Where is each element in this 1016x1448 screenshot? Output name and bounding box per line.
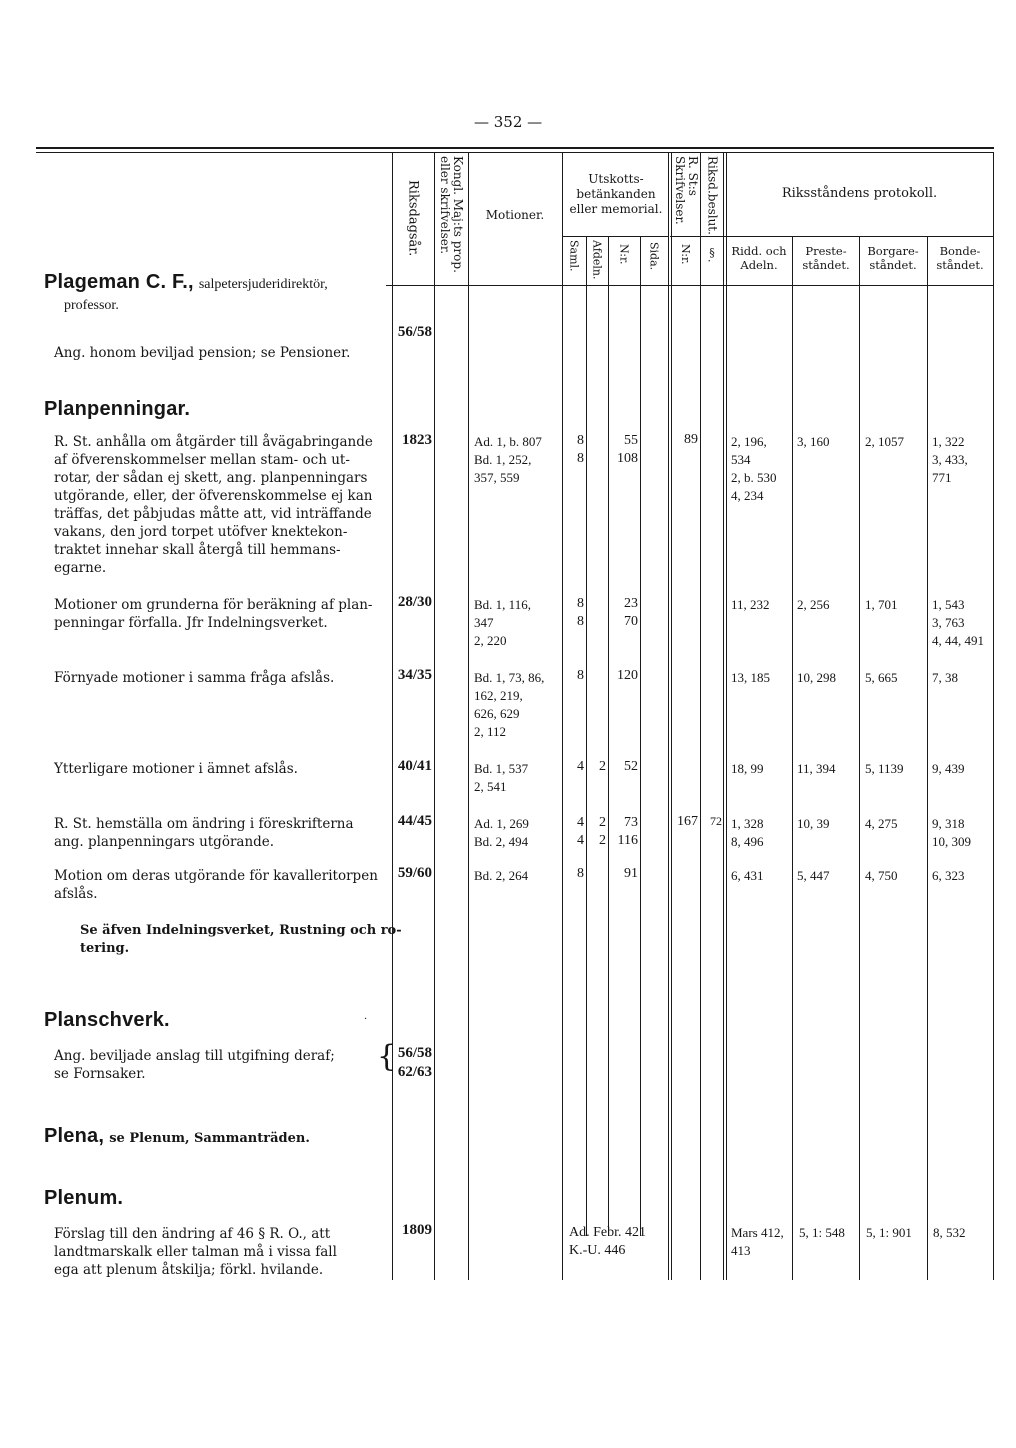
header-ridd: [728, 244, 790, 272]
col-rule: [726, 152, 727, 1280]
top-rule-thin: [36, 152, 994, 153]
entry-title: Plena,: [44, 1125, 105, 1147]
row-bonde: 1, 322 3, 433, 771: [932, 434, 968, 485]
row-prest: 3, 160: [797, 434, 830, 449]
header-saml-label: Saml.: [567, 240, 581, 272]
header-riksdbeslut-label: Riksd.beslut.: [705, 156, 720, 235]
header-ridd-label: Ridd. och Adeln.: [731, 244, 787, 272]
row-bonde: 9, 439: [932, 761, 965, 776]
row-saml: 8: [577, 866, 584, 881]
row-saml: 8 8: [577, 433, 584, 466]
row-par: 72: [710, 814, 722, 828]
row-borg: 4, 275: [865, 816, 898, 831]
entry-plena-heading: [44, 1125, 310, 1148]
row-description: R. St. anhålla om åtgärder till åvägabringande af öfverenskommelser mellan stam- och ut- rotar, der sådan ej skett, ang. planpenningars utgörande, eller, der öfverenskommelse ej kan träffas, det påbjudas måtte att, vid inträffande vakans, den jord torpet utöfver knektekon- traktet innehar skall återgå till hemmans- egarne.: [54, 434, 373, 576]
row-description: R. St. hemställa om ändring i föreskrifterna ang. planpenningars utgörande.: [54, 816, 354, 850]
header-riksdagsar-label: Riksdagsår.: [405, 180, 421, 257]
row-description: [54, 326, 350, 362]
row-year: 1809: [402, 1222, 432, 1238]
header-sida: [640, 242, 668, 282]
header-kongl-label: Kongl. Maj:ts prop. eller skrifvelser.: [438, 156, 465, 273]
row-ridd: Mars 412, 413: [731, 1225, 784, 1258]
header-saml: [562, 240, 586, 282]
row-description: Ang. beviljade anslag till utgifning deraf; se Fornsaker.: [54, 1048, 335, 1082]
col-rule: [468, 152, 469, 1280]
row-nr: 55 108: [617, 433, 638, 466]
row-motioner: Bd. 1, 73, 86, 162, 219, 626, 629 2, 112: [474, 670, 545, 739]
row-motioner: Ad. 1, b. 807 Bd. 1, 252, 357, 559: [474, 434, 542, 485]
entry-title: Plageman C. F.,: [44, 271, 194, 293]
row-borg: 5, 1139: [865, 761, 904, 776]
row-description: Förslag till den ändring af 46 § R. O., att landtmarskalk eller talman må i vissa fall ega att plenum åtskilja; förkl. hvilande.: [54, 1226, 337, 1278]
header-riksdbeslut: [701, 156, 723, 234]
col-rule: [586, 236, 587, 1236]
brace-icon: {: [377, 1039, 397, 1074]
header-afdeln-label: Afdeln.: [590, 240, 604, 280]
header-protokoll-label: Riksståndens protokoll.: [781, 186, 938, 201]
row-nr: 52: [624, 759, 638, 774]
header-rst-label: R. St:s Skrifvelser.: [673, 156, 700, 225]
header-sida-label: Sida.: [647, 242, 661, 271]
row-prest: 5, 447: [797, 868, 830, 883]
header-bottom-rule: [392, 285, 994, 286]
row-ridd: 6, 431: [731, 868, 764, 883]
row-borg: 1, 701: [865, 597, 898, 612]
row-year: 1823: [402, 432, 432, 448]
row-ridd: 1, 328 8, 496: [731, 816, 764, 849]
col-rule: [640, 236, 641, 1236]
utskott-sub-rule: [562, 236, 669, 237]
header-afdeln: [586, 240, 608, 282]
header-riksdagsar: [392, 152, 434, 285]
stray-mark-icon: ·: [364, 1014, 368, 1025]
header-bonde-label: Bonde-ståndet.: [936, 244, 984, 272]
header-bonde: [930, 244, 990, 272]
row-nr: 91: [624, 866, 638, 881]
page-number: — 352 —: [474, 113, 543, 131]
entry-title: Planpenningar.: [44, 398, 191, 420]
row-year: 62/63: [397, 1064, 432, 1080]
row-nr: 120: [617, 668, 638, 683]
header-nr: [608, 244, 640, 282]
see-reference: se Plenum, Sammanträden.: [109, 1131, 310, 1146]
row-description: Motioner om grunderna för beräkning af plan- penningar förfalla. Jfr Indelningsverket.: [54, 597, 373, 631]
entry-plageman-heading: [44, 271, 328, 294]
col-rule: [668, 152, 669, 1280]
header-protokoll: [726, 186, 993, 201]
header-prest-label: Preste-ståndet.: [802, 244, 850, 272]
row-motioner: Bd. 1, 116, 347 2, 220: [474, 597, 531, 648]
col-rule: [927, 236, 928, 1280]
row-bonde: 8, 532: [933, 1225, 966, 1240]
header-rst: [672, 156, 700, 234]
row-motioner: Ad. 1, 269 Bd. 2, 494: [474, 816, 529, 849]
col-rule: [562, 152, 563, 1280]
row-rst-nr: 167: [677, 814, 698, 829]
col-rule: [392, 152, 393, 1280]
row-bonde: 7, 38: [932, 670, 958, 685]
row-year: 40/41: [397, 758, 432, 774]
row-prest: 10, 298: [797, 670, 836, 685]
row-saml: 4 4: [577, 815, 584, 848]
row-year: 56/58: [397, 1045, 432, 1061]
header-borg-label: Borgare-ståndet.: [867, 244, 919, 272]
top-rule: [36, 147, 994, 149]
col-rule: [700, 152, 701, 1280]
row-motioner: Bd. 1, 537 2, 541: [474, 761, 529, 794]
header-rst-nr-label: N:r.: [679, 244, 692, 265]
row-ridd: 13, 185: [731, 670, 770, 685]
row-prest: 10, 39: [797, 816, 830, 831]
row-bonde: 9, 318 10, 309: [932, 816, 971, 849]
col-rule: [608, 236, 609, 1236]
col-rule: [792, 236, 793, 1280]
row-saml: 4: [577, 759, 584, 774]
row-ridd: 11, 232: [731, 597, 770, 612]
row-afdeln: 2 2: [599, 815, 606, 848]
header-utskott: [564, 172, 668, 217]
header-prest: [796, 244, 856, 272]
row-nr: 23 70: [624, 596, 638, 629]
col-rule: [434, 152, 435, 1280]
header-motioner: [468, 208, 562, 223]
row-description: Motion om deras utgörande för kavalleritorpen afslås.: [54, 868, 378, 902]
header-utskott-label: Utskotts-betänkanden eller memorial.: [569, 172, 663, 216]
rst-sub-rule: [670, 236, 726, 237]
header-borg: [862, 244, 924, 272]
row-bonde: 1, 543 3, 763 4, 44, 491: [932, 597, 984, 648]
col-rule: [993, 152, 994, 1280]
row-motioner: Bd. 2, 264: [474, 868, 529, 883]
entry-subtitle-continued: professor.: [64, 298, 119, 313]
row-borg: 5, 665: [865, 670, 898, 685]
row-saml: 8: [577, 668, 584, 683]
row-borg: 2, 1057: [865, 434, 904, 449]
row-prest: 5, 1: 548: [799, 1225, 845, 1240]
row-year: 34/35: [397, 667, 432, 683]
row-year: 59/60: [397, 865, 432, 881]
entry-title: Planschverk.: [44, 1009, 170, 1031]
row-borg: 4, 750: [865, 868, 898, 883]
header-rst-nr: [671, 244, 700, 282]
row-description: Förnyade motioner i samma fråga afslås.: [54, 670, 335, 686]
row-nr: 73 116: [617, 815, 638, 848]
see-also-note: Se äfven Indelningsverket, Rustning och ro- tering.: [80, 923, 402, 956]
row-prest: 11, 394: [797, 761, 836, 776]
col-rule: [671, 152, 672, 1280]
row-afdeln: 2: [599, 759, 606, 774]
row-year: 28/30: [397, 594, 432, 610]
row-description: Ytterligare motioner i ämnet afslås.: [54, 761, 298, 777]
header-riksdbeslut-par: [701, 246, 723, 276]
row-text: Ang. honom beviljad pension; se Pensioner.: [54, 345, 351, 361]
header-motioner-label: Motioner.: [485, 208, 545, 222]
header-riksdbeslut-par-label: §.: [705, 246, 719, 263]
heading-leader-rule: [386, 285, 392, 286]
row-year: 56/58: [397, 324, 432, 340]
row-borg: 5, 1: 901: [866, 1225, 912, 1240]
row-ridd: 18, 99: [731, 761, 764, 776]
header-kongl: [436, 156, 466, 282]
row-year: 44/45: [397, 813, 432, 829]
row-utskott: Ad. Febr. 421 K.-U. 446: [569, 1225, 646, 1258]
row-bonde: 6, 323: [932, 868, 965, 883]
col-rule: [723, 152, 724, 1280]
row-ridd: 2, 196, 534 2, b. 530 4, 234: [731, 434, 777, 503]
col-rule: [859, 236, 860, 1280]
entry-title: Plenum.: [44, 1187, 124, 1209]
row-rst-nr: 89: [684, 432, 698, 447]
row-saml: 8 8: [577, 596, 584, 629]
row-prest: 2, 256: [797, 597, 830, 612]
entry-subtitle: salpetersjuderidirektör,: [198, 277, 328, 292]
protokoll-sub-rule: [726, 236, 994, 237]
header-nr-label: N:r.: [617, 244, 631, 265]
